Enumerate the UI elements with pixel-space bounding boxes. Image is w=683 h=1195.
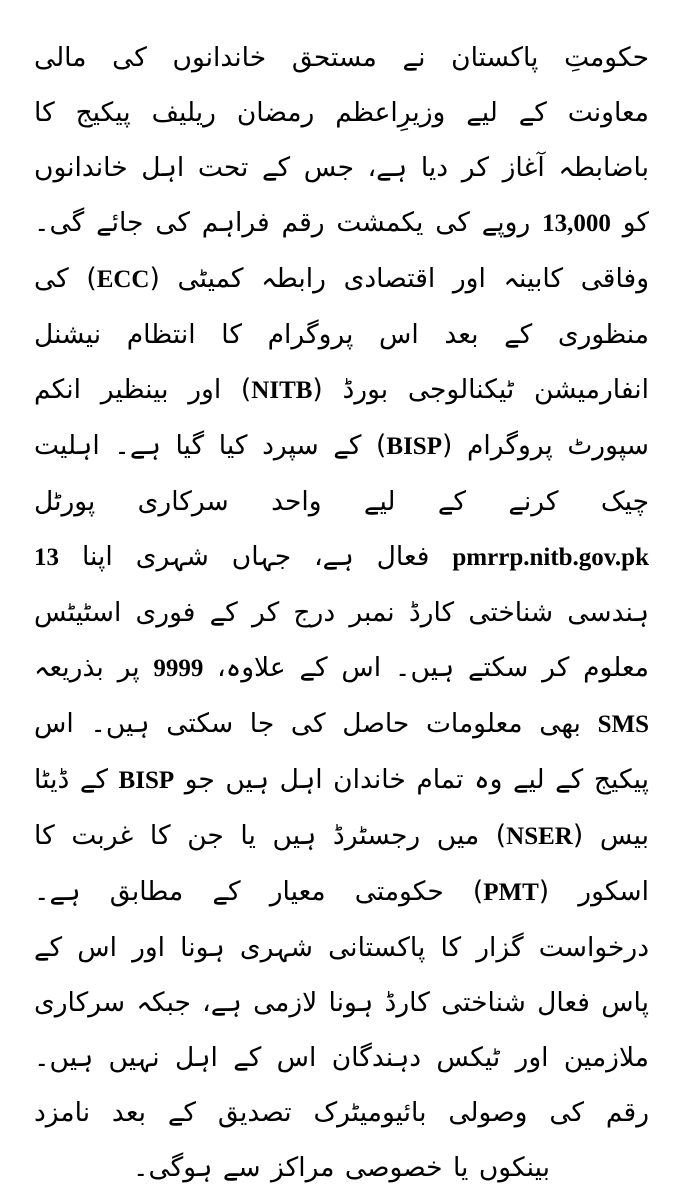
inline-latin-token: ECC <box>96 266 150 293</box>
inline-latin-token: pmrrp.nitb.gov.pk <box>452 544 649 571</box>
inline-latin-token: 13 <box>34 544 59 571</box>
article-body: حکومتِ پاکستان نے مستحق خاندانوں کی مالی معاونت کے لیے وزیرِاعظم رمضان ریلیف پیکیج کا باضابطہ آغاز کر دیا ہے، جس کے تحت اہل خاندانوں کو 13,000 روپے کی یکمشت رقم فراہم کی جائے گی۔ وفاقی کابینہ اور اقتصادی رابطہ کمیٹی (ECC) کی منظوری کے بعد اس پروگرام کا انتظام نیشنل انفارمیشن ٹیکنالوجی بورڈ (NITB) اور بینظیر انکم سپورٹ پروگرام (BISP) کے سپرد کیا گیا ہے۔ اہلیت چیک کرنے کے لیے واحد سرکاری پورٹل pmrrp.nitb.gov.pk فعال ہے، جہاں شہری اپنا 13 ہندسی شناختی کارڈ نمبر درج کر کے فوری اسٹیٹس معلوم کر سکتے ہیں۔ اس کے علاوہ، 9999 پر بذریعہ SMS بھی معلومات حاصل کی جا سکتی ہیں۔ اس پیکیج کے لیے وہ تمام خاندان اہل ہیں جو BISP کے ڈیٹا بیس (NSER) میں رجسٹرڈ ہیں یا جن کا غربت کا اسکور (PMT) حکومتی معیار کے مطابق ہے۔ درخواست گزار کا پاکستانی شہری ہونا اور اس کے پاس فعال شناختی کارڈ ہونا لازمی ہے، جبکہ سرکاری ملازمین اور ٹیکس دہندگان اس کے اہل نہیں ہیں۔ رقم کی وصولی بائیومیٹرک تصدیق کے بعد نامزد بینکوں یا خصوصی مراکز سے ہوگی۔ <box>34 42 650 1183</box>
inline-latin-token: PMT <box>483 879 539 906</box>
inline-latin-token: 13,000 <box>542 210 611 237</box>
inline-latin-token: NSER <box>506 823 573 850</box>
inline-latin-token: BISP <box>118 767 175 794</box>
inline-latin-token: BISP <box>386 433 442 460</box>
inline-latin-token: SMS <box>597 711 649 738</box>
inline-latin-token: NITB <box>251 377 313 404</box>
inline-latin-token: 9999 <box>153 655 204 682</box>
